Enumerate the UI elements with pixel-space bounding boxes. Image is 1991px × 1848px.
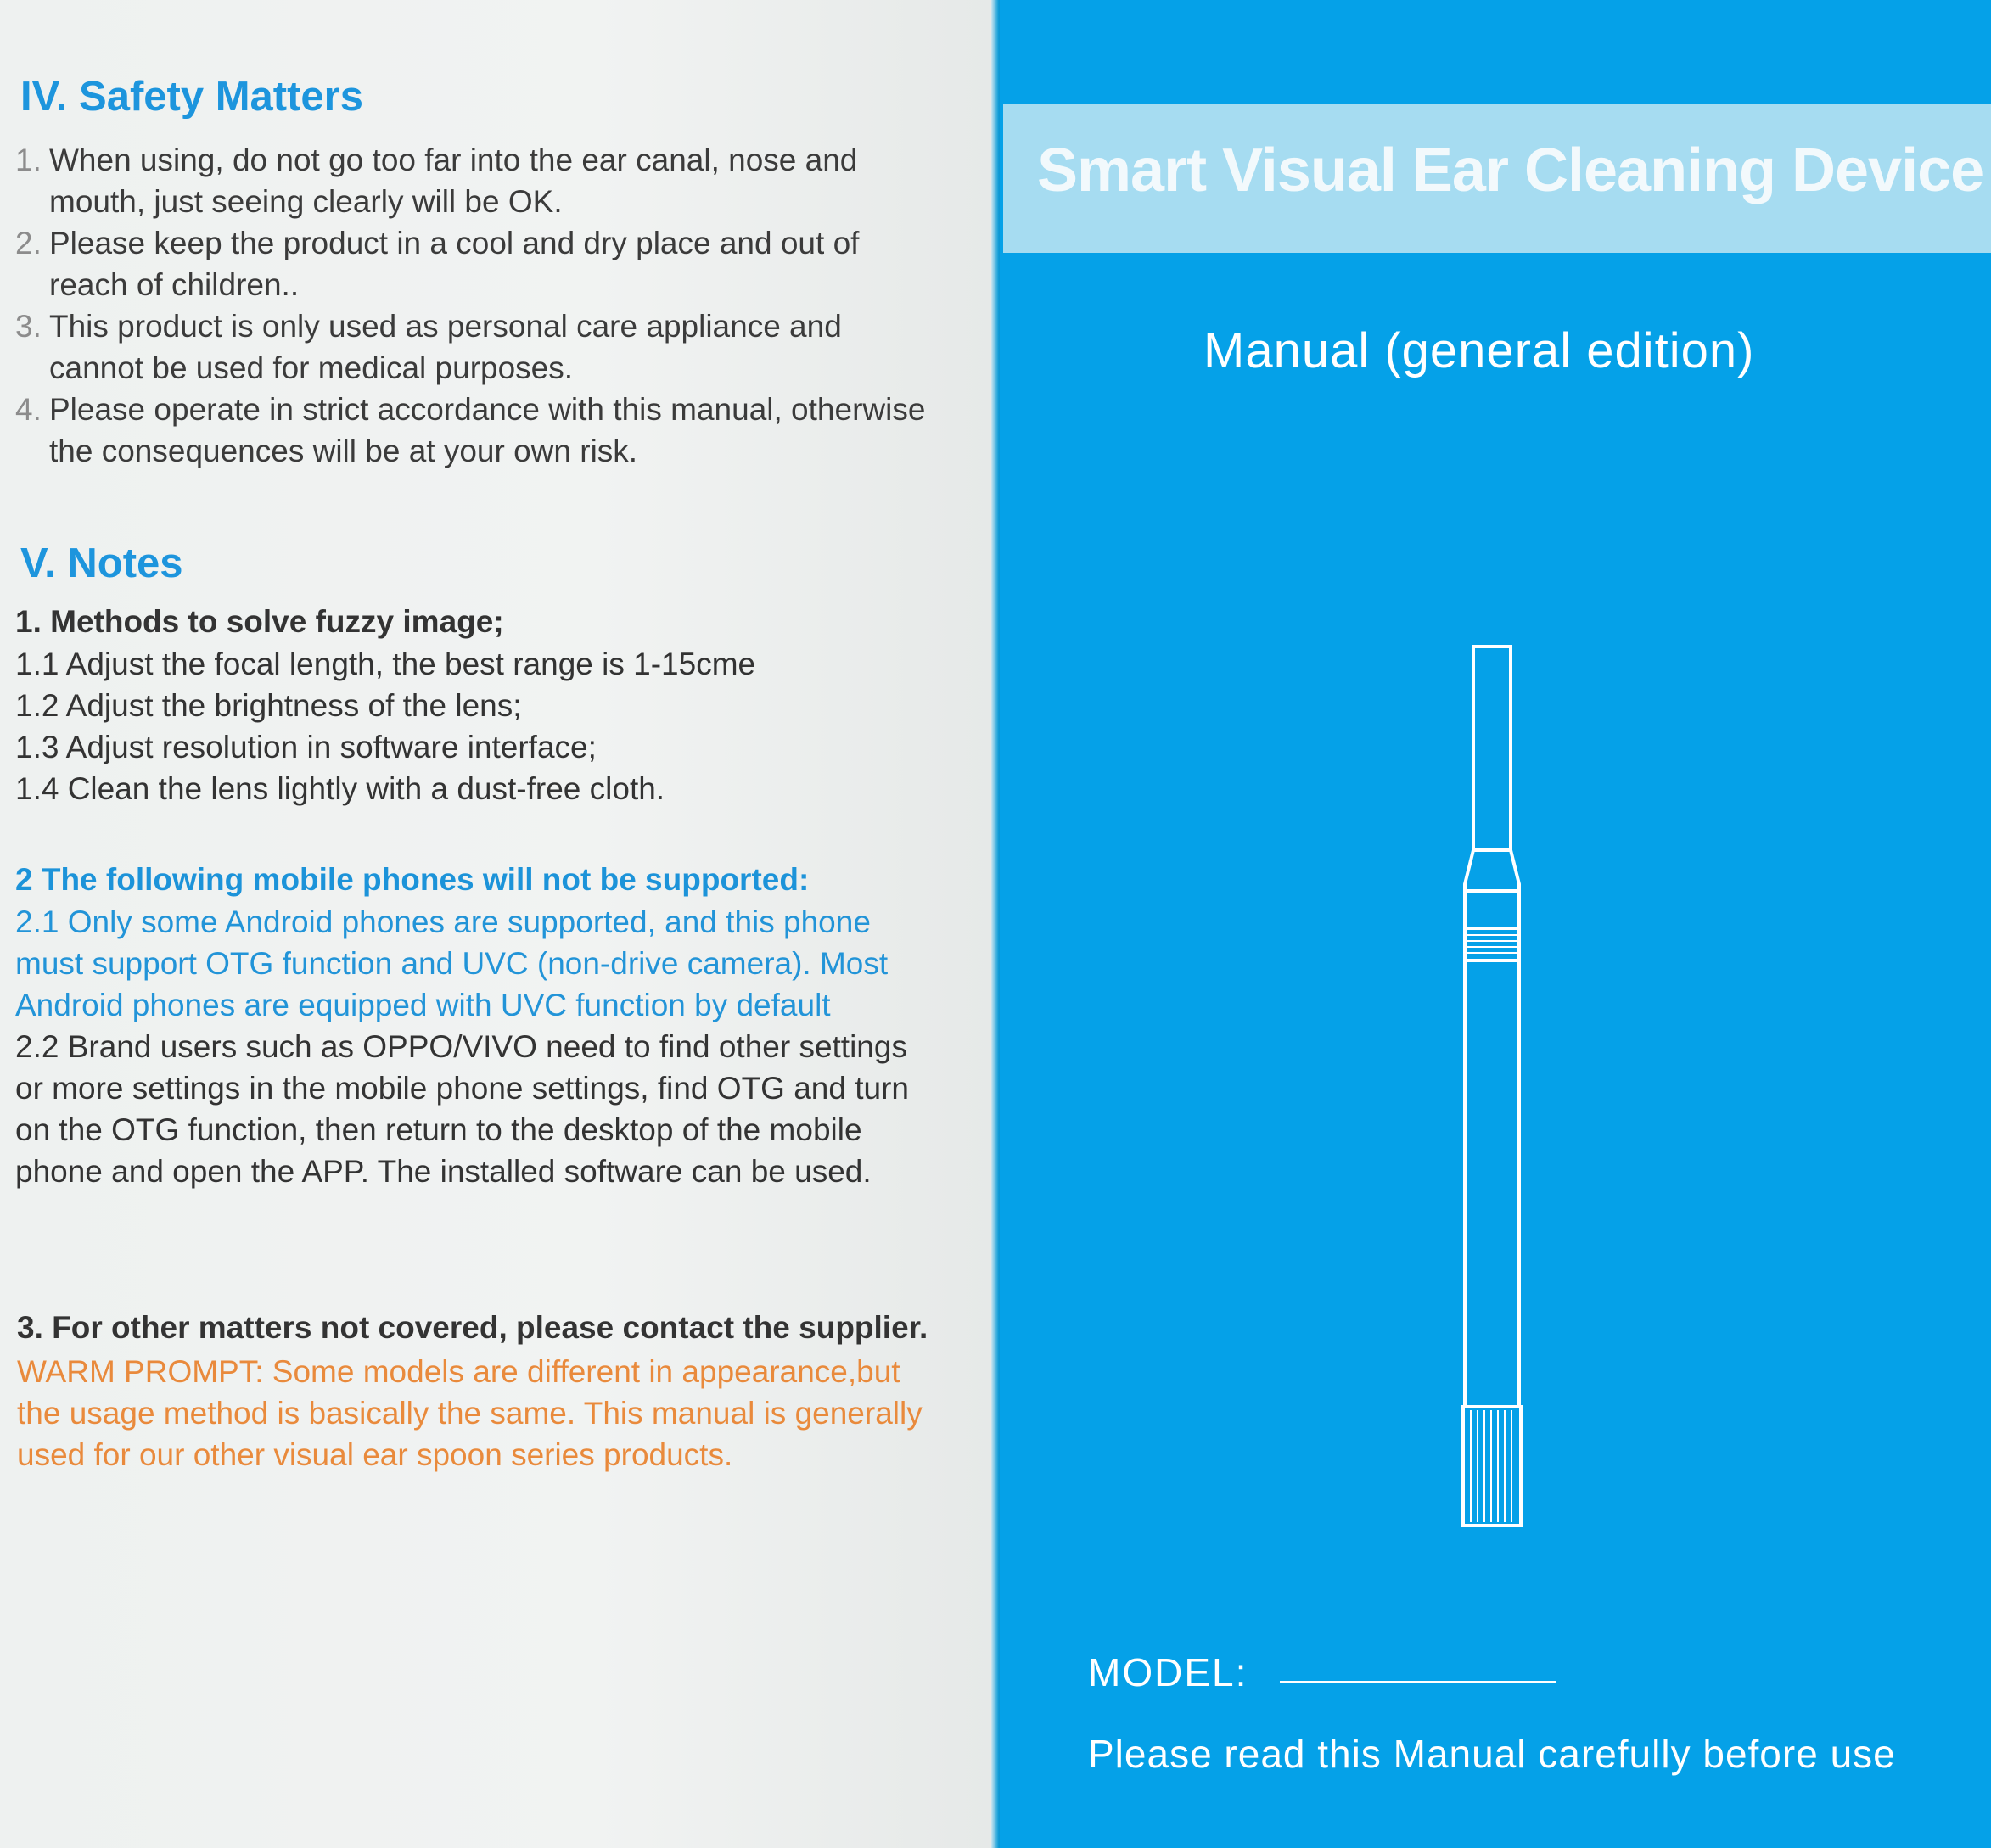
other-title: 3. For other matters not covered, please contact the supplier.	[17, 1310, 928, 1345]
fuzzy-line: 1.4 Clean the lens lightly with a dust-free cloth.	[15, 771, 665, 806]
warm-line: WARM PROMPT: Some models are different in appearance,but	[17, 1354, 900, 1389]
fuzzy-list	[15, 643, 755, 809]
device-probe-tip	[1473, 647, 1511, 850]
warm-line: the usage method is basically the same. This manual is generally	[17, 1396, 923, 1431]
safety-item: 4. Please operate in strict accordance with this manual, otherwise the consequences will be at your own risk.	[15, 392, 926, 468]
device-handle	[1465, 960, 1519, 1407]
warm-prompt	[17, 1351, 923, 1476]
phones-line: 2.2 Brand users such as OPPO/VIVO need to find other settings	[15, 1029, 907, 1064]
safety-item: 2. Please keep the product in a cool and dry place and out of reach of children..	[15, 226, 860, 302]
fuzzy-line: 1.2 Adjust the brightness of the lens;	[15, 688, 522, 723]
safety-item: 3. This product is only used as personal care appliance and cannot be used for medical purposes.	[15, 309, 842, 385]
safety-heading: IV. Safety Matters	[20, 74, 363, 120]
fuzzy-title: 1. Methods to solve fuzzy image;	[15, 604, 504, 639]
device-lens-ring	[1465, 891, 1519, 928]
phones-line: or more settings in the mobile phone settings, find OTG and turn	[15, 1071, 910, 1106]
fuzzy-line: 1.1 Adjust the focal length, the best range is 1-15cme	[15, 647, 756, 681]
warm-line: used for our other visual ear spoon series products.	[17, 1437, 733, 1472]
cover-subtitle: Manual (general edition)	[1203, 323, 1755, 378]
phones-dark-block	[15, 1026, 909, 1192]
phones-blue-block	[15, 901, 888, 1026]
phones-line: 2.1 Only some Android phones are supported, and this phone	[15, 904, 871, 939]
device-collar	[1465, 850, 1519, 891]
phones-line: on the OTG function, then return to the desktop of the mobile	[15, 1112, 862, 1147]
phones-line: phone and open the APP. The installed software can be used.	[15, 1154, 872, 1189]
safety-list	[15, 139, 925, 472]
model-blank-line	[1280, 1681, 1556, 1683]
notes-heading: V. Notes	[20, 540, 183, 586]
phones-line: must support OTG function and UVC (non-drive camera). Most	[15, 946, 889, 981]
phones-title: 2 The following mobile phones will not be supported:	[15, 862, 810, 897]
left-page	[0, 0, 994, 1848]
model-label: MODEL:	[1088, 1650, 1248, 1694]
cover-title: Smart Visual Ear Cleaning Device	[1037, 137, 1984, 204]
ear-cleaner-device-illustration	[1458, 638, 1534, 1537]
device-grip-band	[1465, 928, 1519, 960]
phones-line: Android phones are equipped with UVC function by default	[15, 988, 831, 1022]
fuzzy-line: 1.3 Adjust resolution in software interface;	[15, 730, 597, 764]
safety-item: 1. When using, do not go too far into the ear canal, nose and mouth, just seeing clearly will be OK.	[15, 143, 858, 219]
read-manual-note: Please read this Manual carefully before use	[1088, 1732, 1896, 1776]
